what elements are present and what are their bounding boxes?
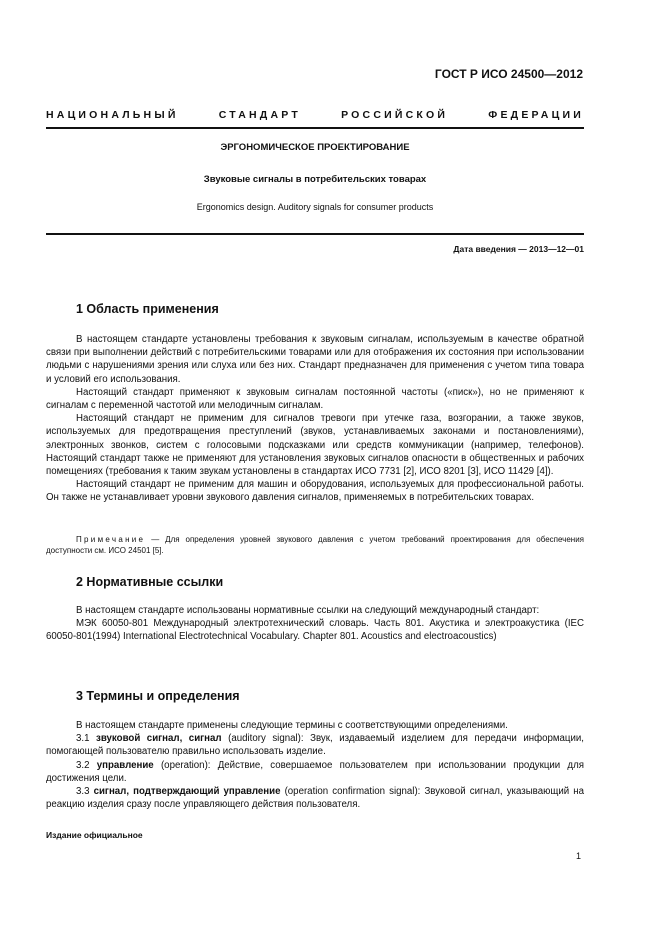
title-divider-top [46, 127, 584, 129]
paragraph: Настоящий стандарт не применим для сигналов тревоги при утечке газа, возгорании, а также звуков, используемых для предотвращения преступлений (звуков, устанавливаемых законами и постановлениями), электронных звонков, систем с голосовыми подсказками или средств коммуникации (например, телефонов). Настоящий стандарт также не применяют для установления звуковых сигналов опасности в общественных и рабочих помещениях (требования к таким звукам установлены в стандартах ИСО 7731 [2], ИСО 8201 [3], ИСО 11429 [4]). [46, 413, 584, 478]
section-3-body [46, 719, 584, 811]
standard-title-word: НАЦИОНАЛЬНЫЙ [46, 109, 179, 121]
document-code: ГОСТ Р ИСО 24500—2012 [434, 67, 583, 81]
paragraph: В настоящем стандарте использованы нормативные ссылки на следующий международный стандарт: [76, 605, 540, 616]
note-label: Примечание [76, 535, 146, 544]
standard-title-word: РОССИЙСКОЙ [341, 109, 449, 121]
term-number: 3.1 [76, 733, 90, 745]
paragraph: В настоящем стандарте установлены требования к звуковым сигналам, используемым в качестве обратной связи при выполнении действий с потребительскими товарами или для отображения их состояния при использовании людьми с нарушениями зрения или слуха или без них. Стандарт предназначен для применения с учетом типа товара и условий его использования. [46, 334, 584, 385]
section-2-heading: 2 Нормативные ссылки [76, 575, 224, 589]
title-divider-bottom [46, 233, 584, 235]
term-definition: (auditory signal): Звук, издаваемый изделием для передачи информации, помогающей пользователю правильно использовать изделие. [46, 733, 584, 758]
paragraph: В настоящем стандарте применены следующие термины с соответствующими определениями. [76, 720, 508, 731]
standard-title-word: ФЕДЕРАЦИИ [488, 109, 584, 121]
note-text: — Для определения уровней звукового давления с учетом требований проектирования для обеспечения доступности см. ИСО 24501 [5]. [46, 535, 584, 555]
english-title: Ergonomics design. Auditory signals for consumer products [196, 202, 434, 212]
term-number: 3.3 [76, 786, 90, 798]
term-entry [46, 759, 584, 785]
standard-title [46, 109, 584, 121]
section-2-body [46, 604, 584, 644]
edition-label: Издание официальное [46, 830, 143, 840]
term-definition: (operation confirmation signal): Звуковой сигнал, указывающий на реакцию изделия сразу после управляющего действия пользователя. [46, 786, 584, 811]
term-number: 3.2 [76, 759, 90, 771]
paragraph: Настоящий стандарт не применим для машин и оборудования, используемых для профессиональной работы. Он также не устанавливает уровни звукового давления сигналов, применяемых в потребительских товарах. [46, 479, 584, 504]
term-entry [46, 785, 584, 811]
main-title: ЭРГОНОМИЧЕСКОЕ ПРОЕКТИРОВАНИЕ [220, 142, 410, 153]
term-definition: (operation): Действие, совершаемое пользователем при использовании продукции для достижения цели. [46, 759, 584, 784]
term: управление [96, 759, 154, 771]
term: звуковой сигнал, сигнал [96, 733, 222, 745]
standard-title-word: СТАНДАРТ [218, 109, 301, 121]
term: сигнал, подтверждающий управление [93, 786, 281, 798]
section-1-heading: 1 Область применения [76, 302, 219, 316]
section-1-body [46, 333, 584, 505]
section-3-heading: 3 Термины и определения [76, 689, 240, 703]
effective-date: Дата введения — 2013—12—01 [453, 244, 584, 254]
paragraph: МЭК 60050-801 Международный электротехнический словарь. Часть 801. Акустика и электроакустика (IEC 60050-801(1994) International Electrotechnical Vocabulary. Chapter 801. Acoustics and electroacoustics) [46, 618, 584, 643]
page-number: 1 [575, 851, 581, 861]
note [46, 534, 584, 556]
subtitle: Звуковые сигналы в потребительских товарах [203, 174, 427, 185]
paragraph: Настоящий стандарт применяют к звуковым сигналам постоянной частоты («писк»), но не применяют к сигналам с переменной частотой или мелодичным сигналам. [46, 386, 584, 412]
term-entry [46, 732, 584, 758]
